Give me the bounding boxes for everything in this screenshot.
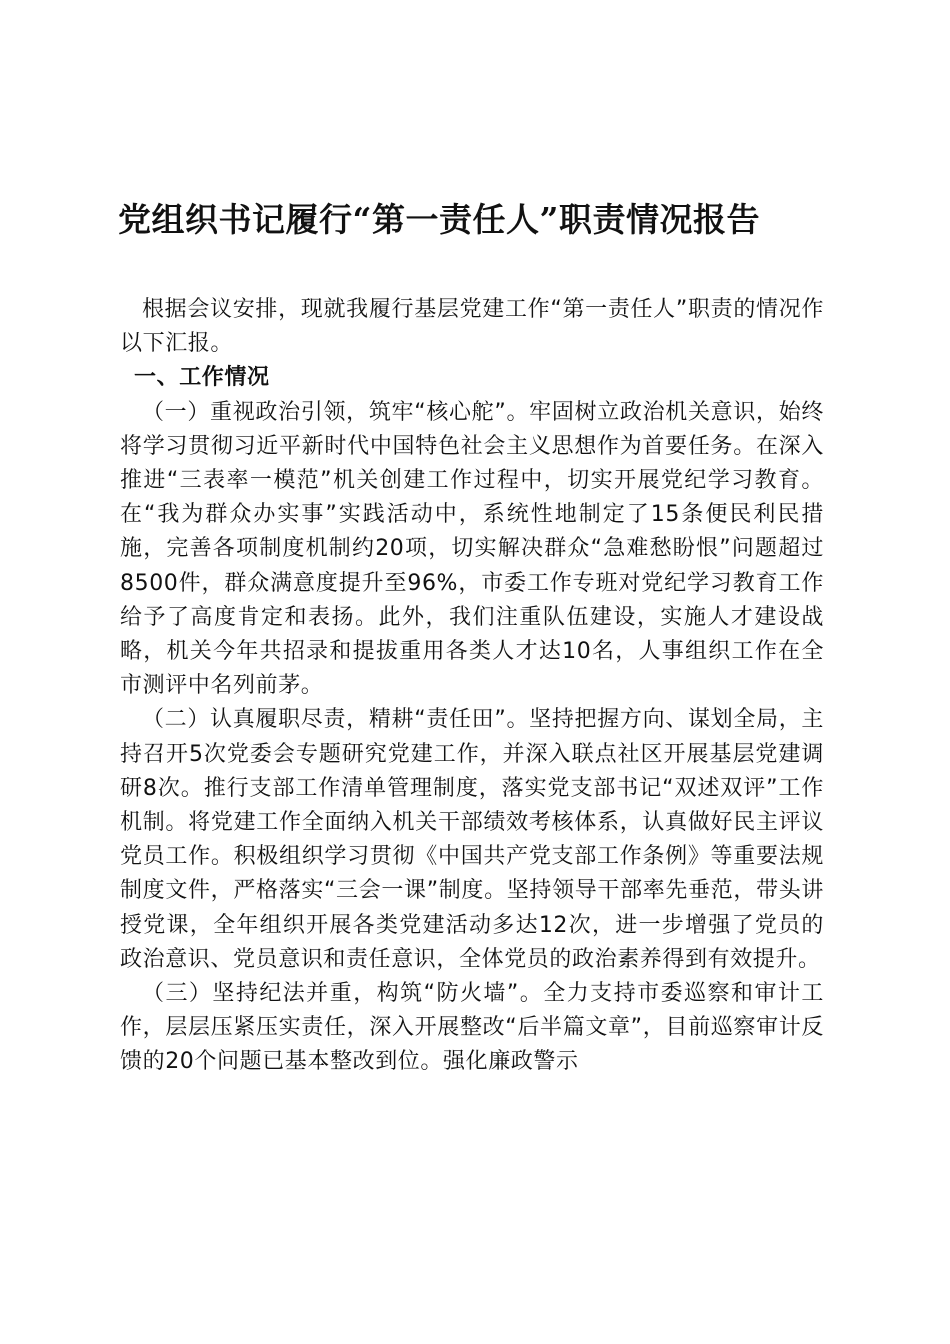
item-2-text: 坚持把握方向、谋划全局，主持召开5次党委会专题研究党建工作，并深入联点社区开展基层党建调研8次。推行支部工作清单管理制度，落实党支部书记“双述双评”工作机制。将党建工作全面纳入机关干部绩效考核体系，认真做好民主评议党员工作。积极组织学习贯彻《中国共产党支部工作条例》等重要法规制度文件，严格落实“三会一课”制度。坚持领导干部率先垂范，带头讲授党课，全年组织开展各类党建活动多达12次，进一步增强了党员的政治意识、党员意识和责任意识，全体党员的政治素养得到有效提升。 bbox=[120, 707, 824, 972]
item-3-paragraph bbox=[120, 977, 824, 1080]
item-2-lead: （二）认真履职尽责，精耕“责任田”。 bbox=[142, 707, 530, 733]
intro-paragraph: 根据会议安排，现就我履行基层党建工作“第一责任人”职责的情况作以下汇报。 bbox=[120, 297, 824, 357]
item-1-paragraph bbox=[120, 396, 824, 704]
item-1-text: 牢固树立政治机关意识，始终将学习贯彻习近平新时代中国特色社会主义思想作为首要任务。在深入推进“三表率一模范”机关创建工作过程中，切实开展党纪学习教育。在“我为群众办实事”实践活动中，系统性地制定了15条便民利民措施，完善各项制度机制约20项，切实解决群众“急难愁盼恨”问题超过8500件，群众满意度提升至96%，市委工作专班对党纪学习教育工作给予了高度肯定和表扬。此外，我们注重队伍建设，实施人才建设战略，机关今年共招录和提拔重用各类人才达10名，人事组织工作在全市测评中名列前茅。 bbox=[120, 399, 824, 699]
section-heading-work-status: 一、工作情况 bbox=[134, 365, 270, 391]
item-2-paragraph bbox=[120, 703, 824, 977]
document-body bbox=[120, 293, 824, 1080]
item-1-lead: （一）重视政治引领，筑牢“核心舵”。 bbox=[142, 399, 530, 425]
document-title: 党组织书记履行“第一责任人”职责情况报告 bbox=[118, 200, 760, 239]
item-3-text: 全力支持市委巡察和审计工作，层层压紧压实责任，深入开展整改“后半篇文章”，目前巡察审计反馈的20个问题已基本整改到位。强化廉政警示 bbox=[120, 981, 824, 1075]
item-3-lead: （三）坚持纪法并重，构筑“防火墙”。 bbox=[142, 981, 544, 1007]
